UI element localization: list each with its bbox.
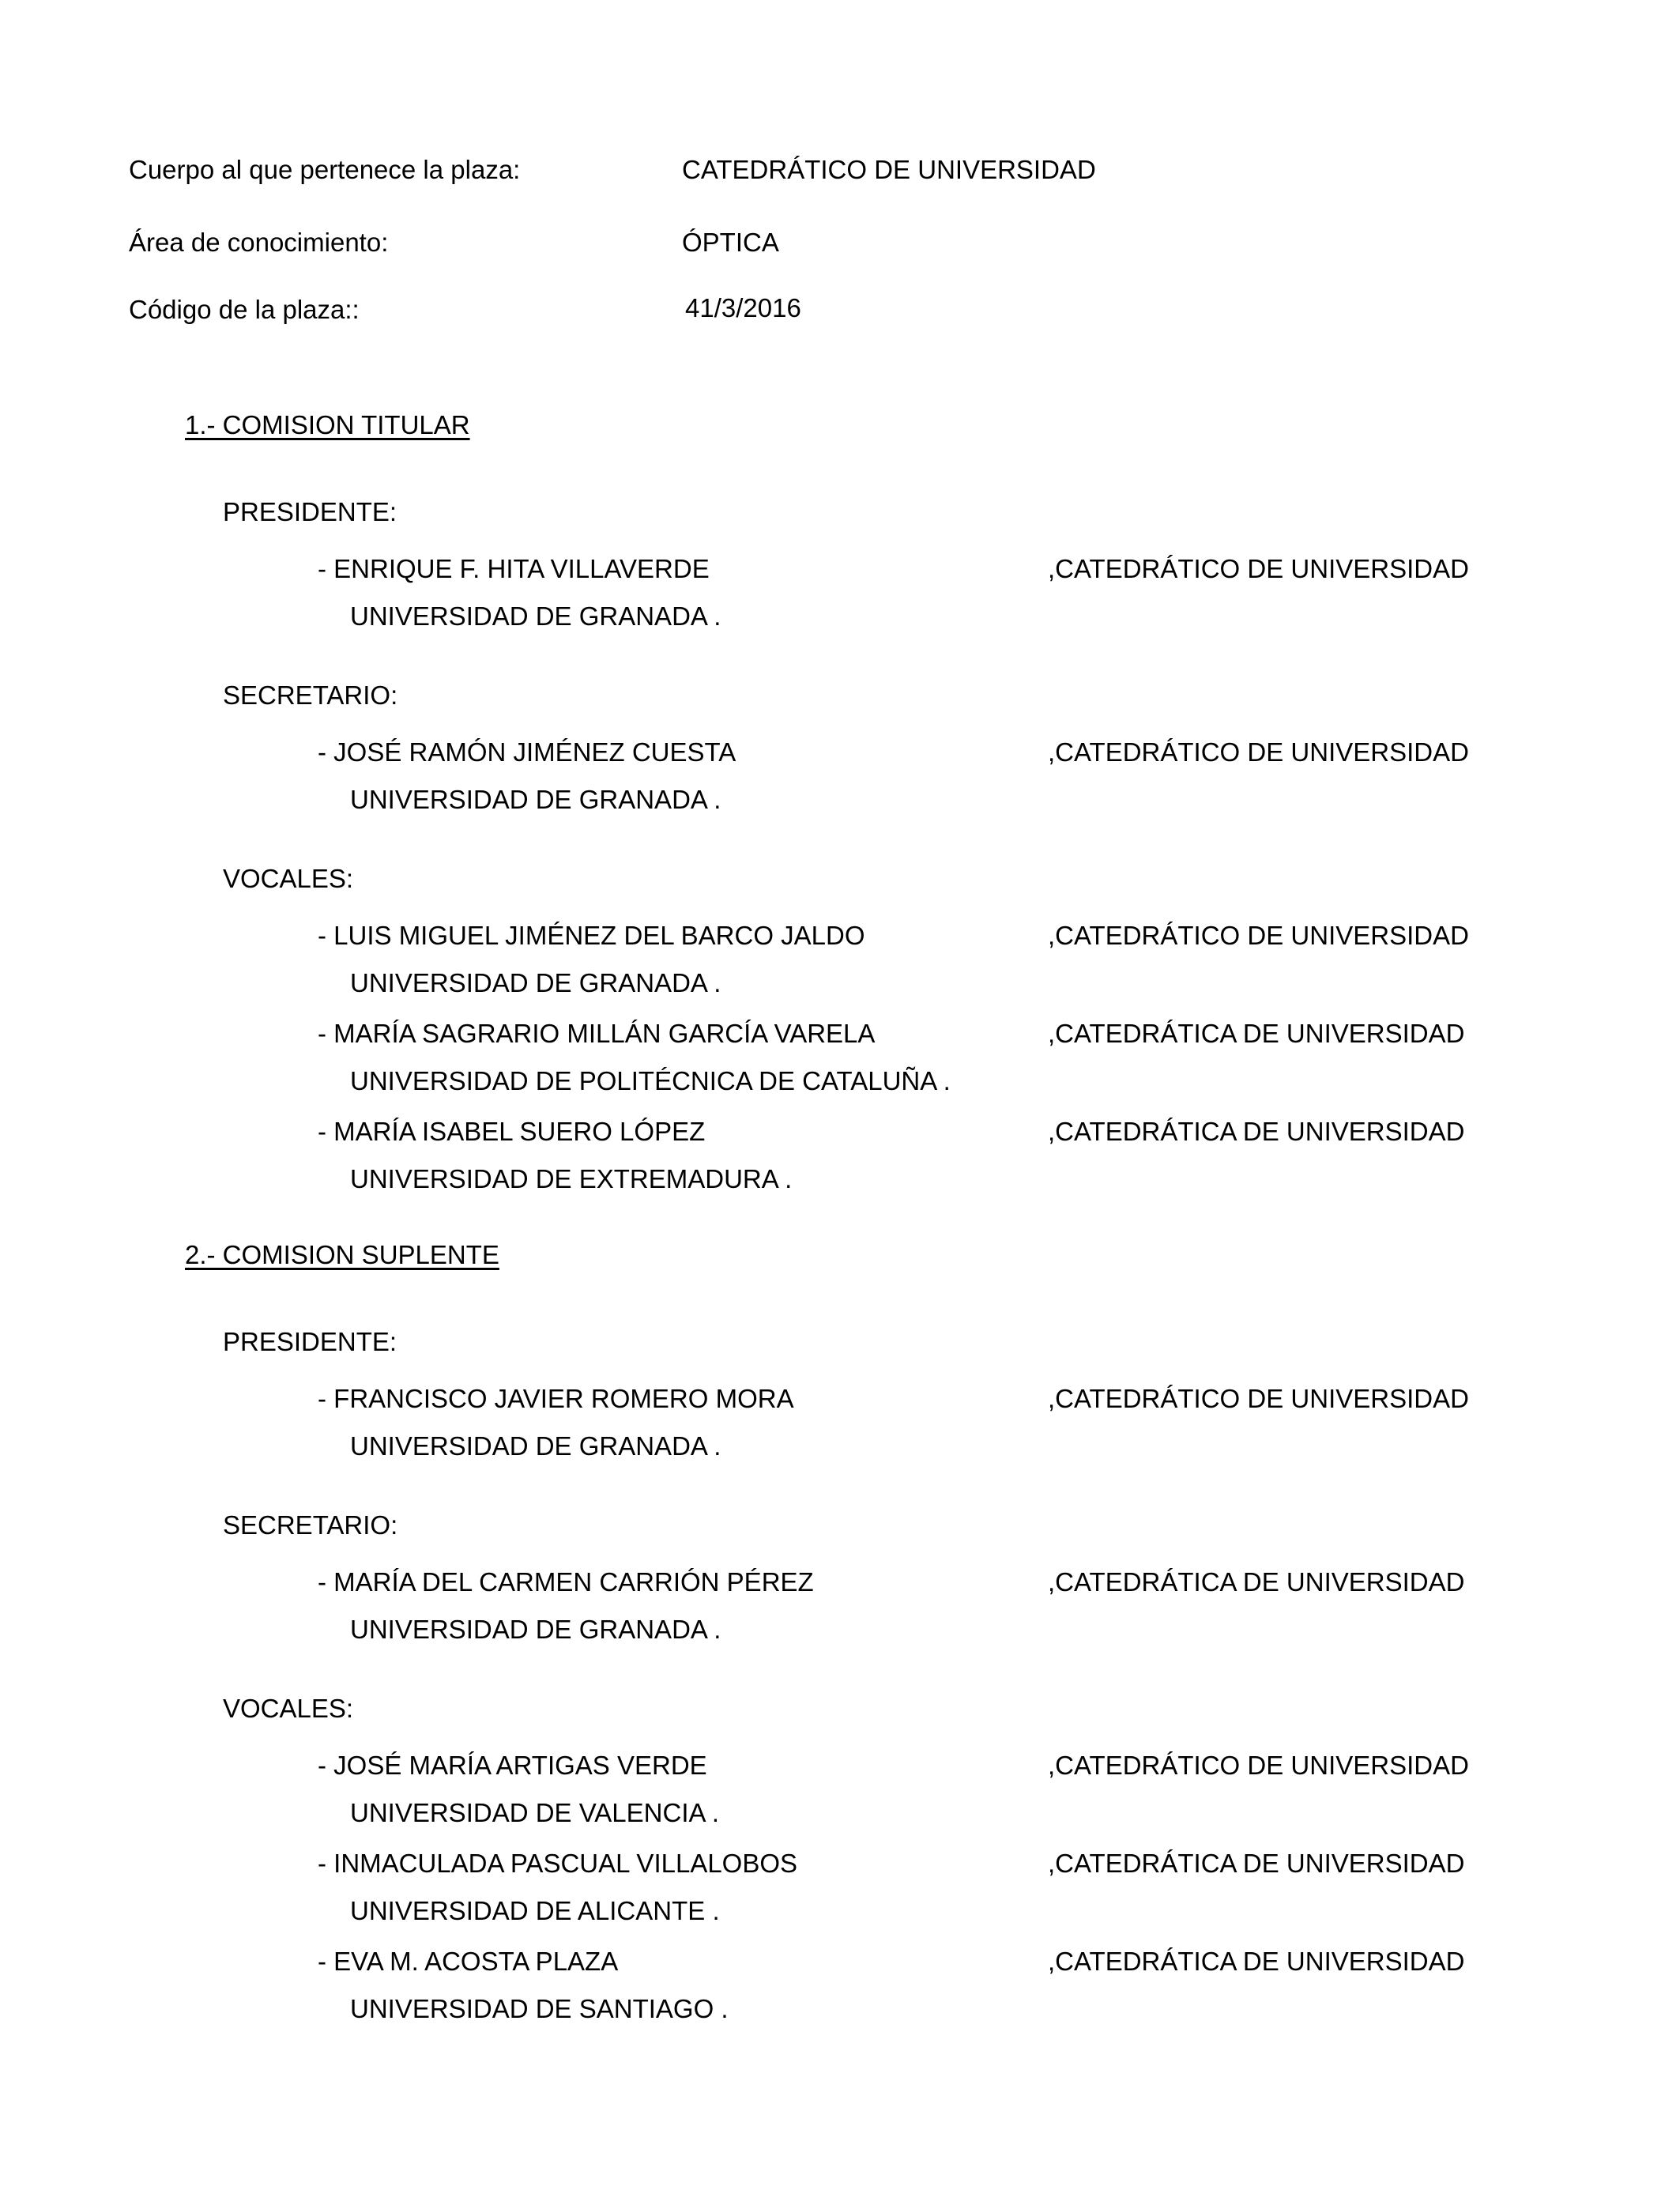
titular-vocal-3-university: UNIVERSIDAD DE EXTREMADURA .	[350, 1164, 793, 1193]
titular-presidente-university: UNIVERSIDAD DE GRANADA .	[350, 601, 721, 631]
suplente-vocales-label: VOCALES:	[223, 1694, 354, 1723]
titular-secretario-rank: ,CATEDRÁTICO DE UNIVERSIDAD	[1048, 737, 1469, 767]
titular-secretario-name: - JOSÉ RAMÓN JIMÉNEZ CUESTA	[318, 737, 736, 767]
titular-secretario-university: UNIVERSIDAD DE GRANADA .	[350, 785, 721, 814]
titular-section-title: 1.- COMISION TITULAR	[185, 410, 470, 439]
codigo-label: Código de la plaza::	[129, 295, 360, 324]
area-value: ÓPTICA	[682, 228, 779, 257]
suplente-vocal-3-rank: ,CATEDRÁTICA DE UNIVERSIDAD	[1048, 1947, 1465, 1976]
suplente-presidente-name: - FRANCISCO JAVIER ROMERO MORA	[318, 1384, 794, 1413]
titular-vocal-1-university: UNIVERSIDAD DE GRANADA .	[350, 968, 721, 997]
titular-secretario-label: SECRETARIO:	[223, 680, 398, 710]
titular-vocal-2-university: UNIVERSIDAD DE POLITÉCNICA DE CATALUÑA .	[350, 1066, 951, 1095]
suplente-vocal-1-rank: ,CATEDRÁTICO DE UNIVERSIDAD	[1048, 1751, 1469, 1780]
suplente-vocal-3-name: - EVA M. ACOSTA PLAZA	[318, 1947, 619, 1976]
area-label: Área de conocimiento:	[129, 228, 389, 257]
titular-presidente-rank: ,CATEDRÁTICO DE UNIVERSIDAD	[1048, 554, 1469, 583]
titular-vocal-2-rank: ,CATEDRÁTICA DE UNIVERSIDAD	[1048, 1019, 1465, 1048]
suplente-secretario-name: - MARÍA DEL CARMEN CARRIÓN PÉREZ	[318, 1567, 814, 1596]
suplente-section-title: 2.- COMISION SUPLENTE	[185, 1240, 499, 1269]
suplente-presidente-label: PRESIDENTE:	[223, 1327, 397, 1356]
titular-vocal-2-name: - MARÍA SAGRARIO MILLÁN GARCÍA VARELA	[318, 1019, 876, 1048]
suplente-vocal-1-name: - JOSÉ MARÍA ARTIGAS VERDE	[318, 1751, 707, 1780]
suplente-vocal-2-name: - INMACULADA PASCUAL VILLALOBOS	[318, 1849, 798, 1878]
suplente-secretario-label: SECRETARIO:	[223, 1510, 398, 1540]
titular-vocal-1-name: - LUIS MIGUEL JIMÉNEZ DEL BARCO JALDO	[318, 921, 865, 950]
cuerpo-value: CATEDRÁTICO DE UNIVERSIDAD	[682, 155, 1096, 184]
titular-vocal-1-rank: ,CATEDRÁTICO DE UNIVERSIDAD	[1048, 921, 1469, 950]
titular-presidente-label: PRESIDENTE:	[223, 497, 397, 526]
suplente-vocal-3-university: UNIVERSIDAD DE SANTIAGO .	[350, 1994, 729, 2023]
cuerpo-label: Cuerpo al que pertenece la plaza:	[129, 155, 521, 184]
suplente-vocal-1-university: UNIVERSIDAD DE VALENCIA .	[350, 1798, 720, 1827]
codigo-value: 41/3/2016	[685, 293, 801, 322]
suplente-vocal-2-university: UNIVERSIDAD DE ALICANTE .	[350, 1896, 720, 1925]
titular-vocal-3-name: - MARÍA ISABEL SUERO LÓPEZ	[318, 1117, 706, 1146]
suplente-secretario-university: UNIVERSIDAD DE GRANADA .	[350, 1615, 721, 1644]
suplente-secretario-rank: ,CATEDRÁTICA DE UNIVERSIDAD	[1048, 1567, 1465, 1596]
suplente-vocal-2-rank: ,CATEDRÁTICA DE UNIVERSIDAD	[1048, 1849, 1465, 1878]
suplente-presidente-university: UNIVERSIDAD DE GRANADA .	[350, 1431, 721, 1461]
titular-vocal-3-rank: ,CATEDRÁTICA DE UNIVERSIDAD	[1048, 1117, 1465, 1146]
titular-vocales-label: VOCALES:	[223, 864, 354, 893]
suplente-presidente-rank: ,CATEDRÁTICO DE UNIVERSIDAD	[1048, 1384, 1469, 1413]
titular-presidente-name: - ENRIQUE F. HITA VILLAVERDE	[318, 554, 710, 583]
